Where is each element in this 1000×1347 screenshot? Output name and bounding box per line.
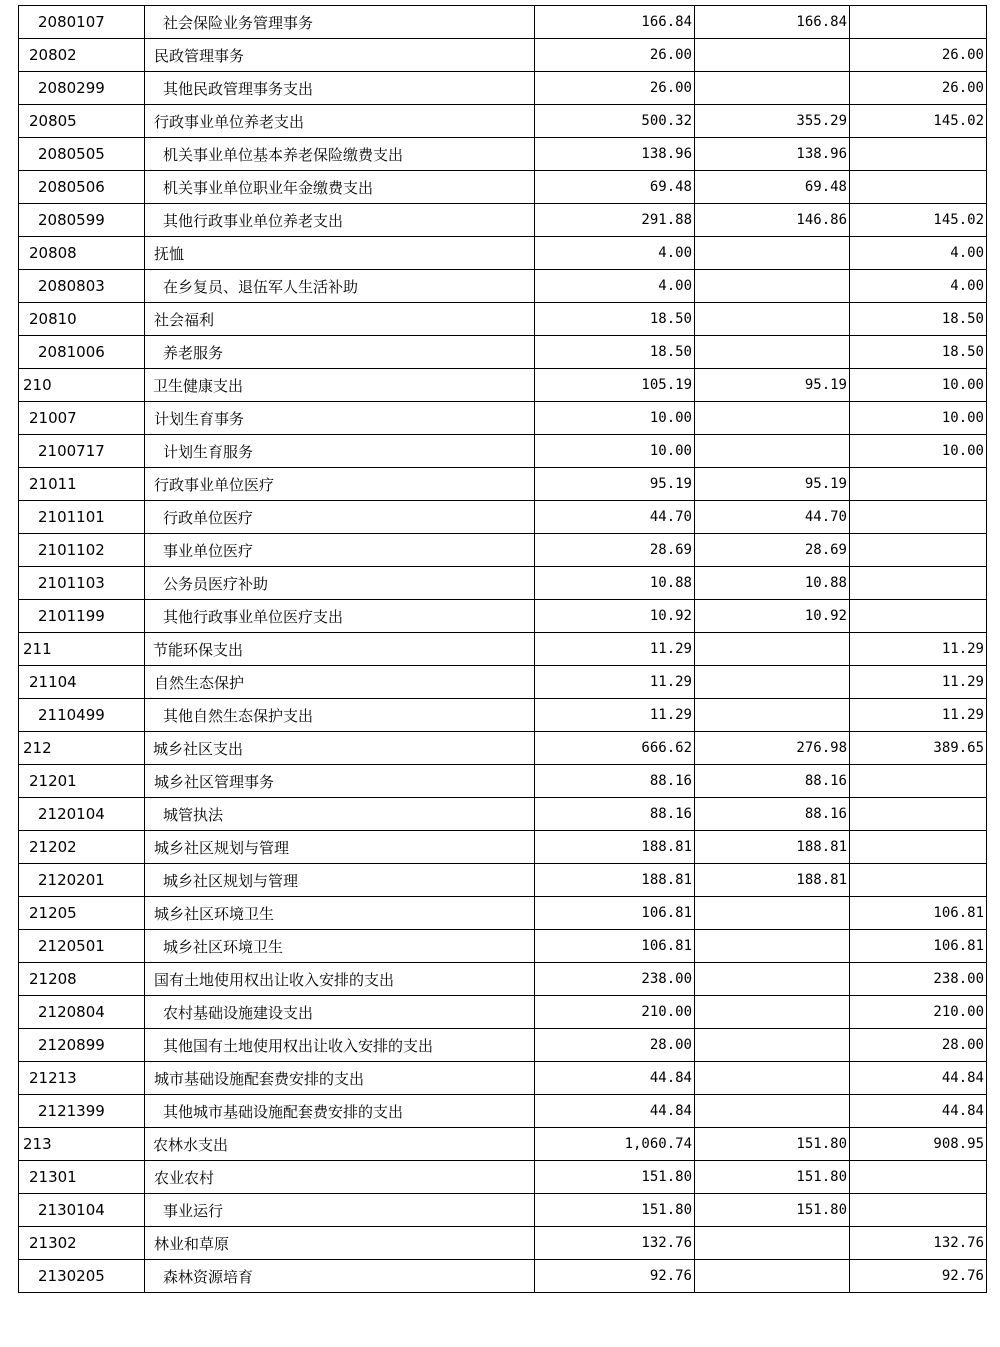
subject-name-cell: 林业和草原 [145, 1227, 535, 1260]
subject-code-cell: 2080505 [19, 138, 145, 171]
basic-expenditure-cell: 355.29 [695, 105, 850, 138]
subject-name-cell: 机关事业单位基本养老保险缴费支出 [145, 138, 535, 171]
basic-expenditure-cell [695, 303, 850, 336]
project-expenditure-cell: 389.65 [850, 732, 987, 765]
subject-code-cell: 21208 [19, 963, 145, 996]
project-expenditure-cell [850, 765, 987, 798]
subject-name-cell: 节能环保支出 [145, 633, 535, 666]
total-amount-cell: 10.88 [535, 567, 695, 600]
subject-code-cell: 212 [19, 732, 145, 765]
subject-code-cell: 2080803 [19, 270, 145, 303]
basic-expenditure-cell [695, 270, 850, 303]
total-amount-cell: 4.00 [535, 237, 695, 270]
subject-code-cell: 2101102 [19, 534, 145, 567]
subject-name-cell: 行政单位医疗 [145, 501, 535, 534]
basic-expenditure-cell [695, 930, 850, 963]
total-amount-cell: 69.48 [535, 171, 695, 204]
subject-name-cell: 城乡社区环境卫生 [145, 930, 535, 963]
subject-code-cell: 2080506 [19, 171, 145, 204]
total-amount-cell: 151.80 [535, 1194, 695, 1227]
subject-name-cell: 民政管理事务 [145, 39, 535, 72]
total-amount-cell: 106.81 [535, 930, 695, 963]
subject-code-cell: 2080299 [19, 72, 145, 105]
project-expenditure-cell: 4.00 [850, 270, 987, 303]
subject-name-cell: 农业农村 [145, 1161, 535, 1194]
table-row [19, 270, 987, 303]
basic-expenditure-cell [695, 699, 850, 732]
subject-code-cell: 2110499 [19, 699, 145, 732]
subject-name-cell: 城乡社区环境卫生 [145, 897, 535, 930]
subject-code-cell: 2120804 [19, 996, 145, 1029]
subject-code-cell: 210 [19, 369, 145, 402]
table-row [19, 105, 987, 138]
total-amount-cell: 188.81 [535, 864, 695, 897]
basic-expenditure-cell [695, 1227, 850, 1260]
basic-expenditure-cell: 146.86 [695, 204, 850, 237]
subject-code-cell: 213 [19, 1128, 145, 1161]
project-expenditure-cell [850, 798, 987, 831]
project-expenditure-cell [850, 831, 987, 864]
project-expenditure-cell [850, 600, 987, 633]
subject-name-cell: 城乡社区规划与管理 [145, 864, 535, 897]
basic-expenditure-cell: 188.81 [695, 831, 850, 864]
project-expenditure-cell: 18.50 [850, 303, 987, 336]
project-expenditure-cell: 132.76 [850, 1227, 987, 1260]
table-row [19, 72, 987, 105]
project-expenditure-cell: 4.00 [850, 237, 987, 270]
total-amount-cell: 18.50 [535, 336, 695, 369]
subject-name-cell: 城乡社区规划与管理 [145, 831, 535, 864]
project-expenditure-cell: 10.00 [850, 402, 987, 435]
total-amount-cell: 44.84 [535, 1062, 695, 1095]
table-row [19, 6, 987, 39]
subject-code-cell: 21205 [19, 897, 145, 930]
project-expenditure-cell: 26.00 [850, 72, 987, 105]
total-amount-cell: 291.88 [535, 204, 695, 237]
total-amount-cell: 105.19 [535, 369, 695, 402]
subject-name-cell: 森林资源培育 [145, 1260, 535, 1293]
basic-expenditure-cell: 151.80 [695, 1128, 850, 1161]
basic-expenditure-cell: 276.98 [695, 732, 850, 765]
table-row [19, 996, 987, 1029]
table-row [19, 1260, 987, 1293]
subject-code-cell: 21104 [19, 666, 145, 699]
total-amount-cell: 4.00 [535, 270, 695, 303]
basic-expenditure-cell: 138.96 [695, 138, 850, 171]
subject-name-cell: 其他行政事业单位养老支出 [145, 204, 535, 237]
basic-expenditure-cell [695, 237, 850, 270]
table-row [19, 402, 987, 435]
project-expenditure-cell: 106.81 [850, 930, 987, 963]
total-amount-cell: 44.70 [535, 501, 695, 534]
table-row [19, 666, 987, 699]
table-row [19, 237, 987, 270]
total-amount-cell: 26.00 [535, 39, 695, 72]
project-expenditure-cell: 145.02 [850, 204, 987, 237]
table-row [19, 897, 987, 930]
basic-expenditure-cell: 151.80 [695, 1194, 850, 1227]
subject-name-cell: 养老服务 [145, 336, 535, 369]
table-row [19, 1128, 987, 1161]
subject-code-cell: 2120201 [19, 864, 145, 897]
basic-expenditure-cell: 44.70 [695, 501, 850, 534]
project-expenditure-cell [850, 501, 987, 534]
subject-name-cell: 计划生育服务 [145, 435, 535, 468]
total-amount-cell: 28.69 [535, 534, 695, 567]
subject-code-cell: 21007 [19, 402, 145, 435]
subject-name-cell: 机关事业单位职业年金缴费支出 [145, 171, 535, 204]
total-amount-cell: 666.62 [535, 732, 695, 765]
total-amount-cell: 88.16 [535, 798, 695, 831]
total-amount-cell: 500.32 [535, 105, 695, 138]
total-amount-cell: 1,060.74 [535, 1128, 695, 1161]
subject-name-cell: 其他城市基础设施配套费安排的支出 [145, 1095, 535, 1128]
table-row [19, 303, 987, 336]
subject-code-cell: 2100717 [19, 435, 145, 468]
basic-expenditure-cell [695, 963, 850, 996]
project-expenditure-cell: 44.84 [850, 1062, 987, 1095]
subject-name-cell: 社会福利 [145, 303, 535, 336]
subject-code-cell: 2120104 [19, 798, 145, 831]
subject-name-cell: 国有土地使用权出让收入安排的支出 [145, 963, 535, 996]
subject-code-cell: 21011 [19, 468, 145, 501]
subject-code-cell: 20810 [19, 303, 145, 336]
basic-expenditure-cell [695, 39, 850, 72]
total-amount-cell: 11.29 [535, 633, 695, 666]
basic-expenditure-cell: 10.92 [695, 600, 850, 633]
total-amount-cell: 151.80 [535, 1161, 695, 1194]
subject-code-cell: 2130205 [19, 1260, 145, 1293]
table-row [19, 831, 987, 864]
table-row [19, 1161, 987, 1194]
subject-name-cell: 城管执法 [145, 798, 535, 831]
table-row [19, 864, 987, 897]
basic-expenditure-cell [695, 633, 850, 666]
project-expenditure-cell [850, 864, 987, 897]
table-row [19, 699, 987, 732]
project-expenditure-cell: 92.76 [850, 1260, 987, 1293]
table-row [19, 534, 987, 567]
total-amount-cell: 11.29 [535, 666, 695, 699]
project-expenditure-cell: 26.00 [850, 39, 987, 72]
table-row [19, 39, 987, 72]
table-body [19, 6, 987, 1293]
subject-code-cell: 211 [19, 633, 145, 666]
subject-code-cell: 2081006 [19, 336, 145, 369]
subject-code-cell: 2120899 [19, 1029, 145, 1062]
basic-expenditure-cell [695, 336, 850, 369]
total-amount-cell: 166.84 [535, 6, 695, 39]
total-amount-cell: 26.00 [535, 72, 695, 105]
basic-expenditure-cell: 95.19 [695, 369, 850, 402]
total-amount-cell: 44.84 [535, 1095, 695, 1128]
project-expenditure-cell: 908.95 [850, 1128, 987, 1161]
subject-name-cell: 事业运行 [145, 1194, 535, 1227]
subject-code-cell: 2080107 [19, 6, 145, 39]
total-amount-cell: 132.76 [535, 1227, 695, 1260]
project-expenditure-cell [850, 138, 987, 171]
subject-code-cell: 2130104 [19, 1194, 145, 1227]
subject-code-cell: 2101199 [19, 600, 145, 633]
subject-name-cell: 农村基础设施建设支出 [145, 996, 535, 1029]
basic-expenditure-cell [695, 666, 850, 699]
total-amount-cell: 106.81 [535, 897, 695, 930]
table-row [19, 732, 987, 765]
subject-name-cell: 事业单位医疗 [145, 534, 535, 567]
total-amount-cell: 188.81 [535, 831, 695, 864]
table-row [19, 501, 987, 534]
table-row [19, 468, 987, 501]
subject-code-cell: 2120501 [19, 930, 145, 963]
basic-expenditure-cell: 188.81 [695, 864, 850, 897]
table-row [19, 1095, 987, 1128]
project-expenditure-cell [850, 1194, 987, 1227]
basic-expenditure-cell: 10.88 [695, 567, 850, 600]
subject-name-cell: 自然生态保护 [145, 666, 535, 699]
project-expenditure-cell: 145.02 [850, 105, 987, 138]
total-amount-cell: 10.00 [535, 402, 695, 435]
subject-name-cell: 其他国有土地使用权出让收入安排的支出 [145, 1029, 535, 1062]
basic-expenditure-cell: 95.19 [695, 468, 850, 501]
table-row [19, 435, 987, 468]
subject-name-cell: 卫生健康支出 [145, 369, 535, 402]
subject-name-cell: 在乡复员、退伍军人生活补助 [145, 270, 535, 303]
subject-code-cell: 21201 [19, 765, 145, 798]
table-row [19, 336, 987, 369]
budget-table [18, 5, 987, 1293]
project-expenditure-cell: 11.29 [850, 633, 987, 666]
subject-name-cell: 农林水支出 [145, 1128, 535, 1161]
subject-name-cell: 社会保险业务管理事务 [145, 6, 535, 39]
total-amount-cell: 238.00 [535, 963, 695, 996]
total-amount-cell: 210.00 [535, 996, 695, 1029]
subject-name-cell: 其他自然生态保护支出 [145, 699, 535, 732]
subject-code-cell: 20802 [19, 39, 145, 72]
subject-code-cell: 20805 [19, 105, 145, 138]
subject-code-cell: 21302 [19, 1227, 145, 1260]
basic-expenditure-cell [695, 1029, 850, 1062]
subject-code-cell: 2121399 [19, 1095, 145, 1128]
project-expenditure-cell: 106.81 [850, 897, 987, 930]
table-row [19, 204, 987, 237]
subject-code-cell: 2101101 [19, 501, 145, 534]
table-row [19, 1029, 987, 1062]
subject-name-cell: 公务员医疗补助 [145, 567, 535, 600]
subject-name-cell: 其他行政事业单位医疗支出 [145, 600, 535, 633]
basic-expenditure-cell: 69.48 [695, 171, 850, 204]
project-expenditure-cell [850, 6, 987, 39]
project-expenditure-cell [850, 171, 987, 204]
project-expenditure-cell: 18.50 [850, 336, 987, 369]
table-row [19, 369, 987, 402]
project-expenditure-cell [850, 1161, 987, 1194]
basic-expenditure-cell: 88.16 [695, 798, 850, 831]
subject-code-cell: 20808 [19, 237, 145, 270]
subject-code-cell: 21301 [19, 1161, 145, 1194]
table-row [19, 963, 987, 996]
total-amount-cell: 10.92 [535, 600, 695, 633]
subject-name-cell: 行政事业单位养老支出 [145, 105, 535, 138]
table-row [19, 798, 987, 831]
project-expenditure-cell: 210.00 [850, 996, 987, 1029]
subject-name-cell: 城乡社区支出 [145, 732, 535, 765]
table-row [19, 1194, 987, 1227]
project-expenditure-cell [850, 534, 987, 567]
subject-code-cell: 2101103 [19, 567, 145, 600]
subject-name-cell: 城乡社区管理事务 [145, 765, 535, 798]
total-amount-cell: 88.16 [535, 765, 695, 798]
basic-expenditure-cell [695, 1260, 850, 1293]
subject-name-cell: 抚恤 [145, 237, 535, 270]
total-amount-cell: 138.96 [535, 138, 695, 171]
basic-expenditure-cell [695, 1062, 850, 1095]
subject-name-cell: 城市基础设施配套费安排的支出 [145, 1062, 535, 1095]
project-expenditure-cell: 28.00 [850, 1029, 987, 1062]
subject-name-cell: 行政事业单位医疗 [145, 468, 535, 501]
total-amount-cell: 28.00 [535, 1029, 695, 1062]
basic-expenditure-cell [695, 435, 850, 468]
project-expenditure-cell: 10.00 [850, 435, 987, 468]
basic-expenditure-cell [695, 72, 850, 105]
table-row [19, 600, 987, 633]
project-expenditure-cell [850, 468, 987, 501]
basic-expenditure-cell: 166.84 [695, 6, 850, 39]
subject-name-cell: 其他民政管理事务支出 [145, 72, 535, 105]
project-expenditure-cell: 44.84 [850, 1095, 987, 1128]
table-row [19, 171, 987, 204]
total-amount-cell: 92.76 [535, 1260, 695, 1293]
basic-expenditure-cell: 151.80 [695, 1161, 850, 1194]
basic-expenditure-cell: 28.69 [695, 534, 850, 567]
total-amount-cell: 18.50 [535, 303, 695, 336]
project-expenditure-cell: 238.00 [850, 963, 987, 996]
project-expenditure-cell [850, 567, 987, 600]
basic-expenditure-cell [695, 1095, 850, 1128]
table-row [19, 1062, 987, 1095]
project-expenditure-cell: 11.29 [850, 699, 987, 732]
total-amount-cell: 95.19 [535, 468, 695, 501]
subject-code-cell: 21202 [19, 831, 145, 864]
subject-name-cell: 计划生育事务 [145, 402, 535, 435]
table-row [19, 633, 987, 666]
table-row [19, 765, 987, 798]
table-row [19, 930, 987, 963]
basic-expenditure-cell [695, 996, 850, 1029]
table-row [19, 1227, 987, 1260]
total-amount-cell: 10.00 [535, 435, 695, 468]
basic-expenditure-cell [695, 402, 850, 435]
subject-code-cell: 2080599 [19, 204, 145, 237]
total-amount-cell: 11.29 [535, 699, 695, 732]
table-row [19, 138, 987, 171]
basic-expenditure-cell: 88.16 [695, 765, 850, 798]
subject-code-cell: 21213 [19, 1062, 145, 1095]
project-expenditure-cell: 10.00 [850, 369, 987, 402]
basic-expenditure-cell [695, 897, 850, 930]
table-row [19, 567, 987, 600]
project-expenditure-cell: 11.29 [850, 666, 987, 699]
